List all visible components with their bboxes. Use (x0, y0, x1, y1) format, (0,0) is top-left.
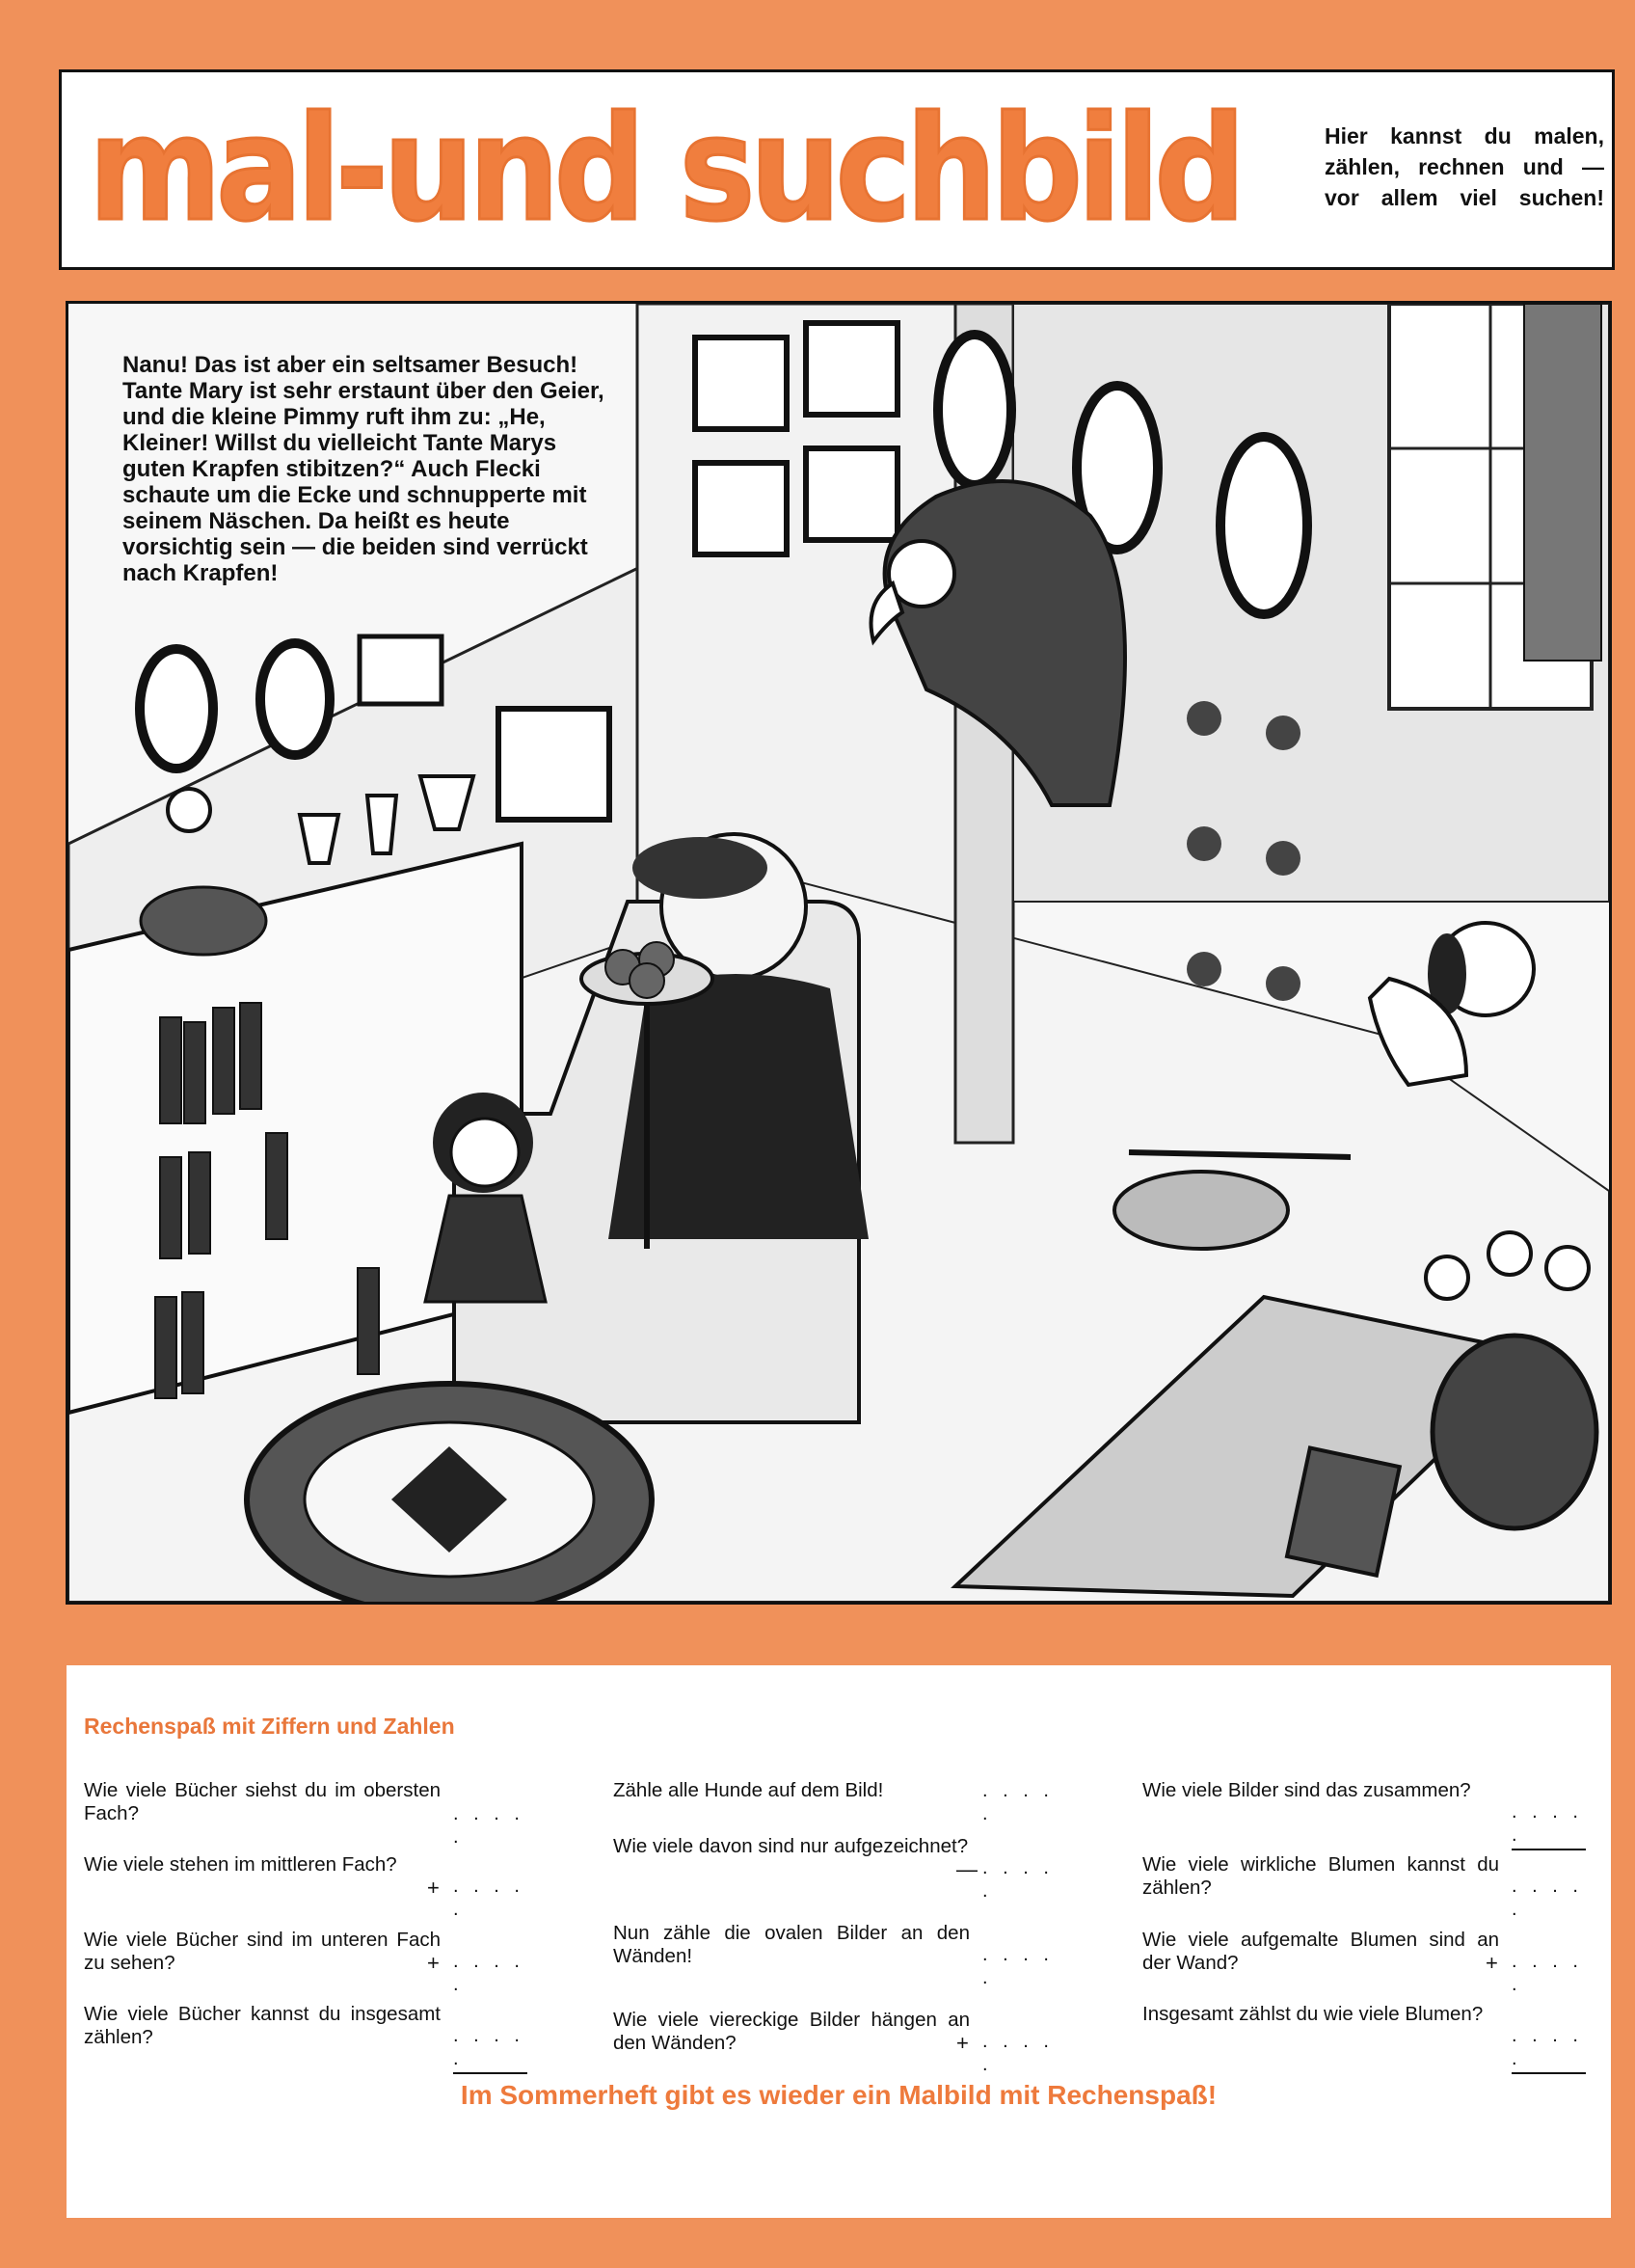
dog-picture-1 (695, 338, 787, 429)
footstool (1114, 1172, 1288, 1249)
intro-text: Hier kannst du malen, zählen, rechnen und — vor allem viel suchen! (1325, 123, 1604, 210)
question-item (613, 1779, 1057, 1837)
answer-blank-total[interactable]: . . . . . (1512, 2024, 1586, 2074)
answer-blank[interactable]: . . . . . (982, 1944, 1054, 1988)
question-text: Wie viele wirkliche Blumen kannst du zählen? (1142, 1853, 1499, 1899)
title-banner (59, 69, 1615, 270)
question-item (84, 1779, 527, 1848)
answer-blank-total[interactable]: . . . . . (1512, 1800, 1586, 1850)
question-item (84, 2003, 527, 2069)
question-text: Wie viele Bücher sind im unteren Fach zu sehen? (84, 1929, 441, 1974)
answer-blank[interactable]: . . . . . (1512, 1951, 1583, 1995)
question-operator: + (427, 1951, 440, 1975)
question-item (84, 1929, 527, 1995)
question-text: Wie viele stehen im mittleren Fach? (84, 1853, 397, 1876)
oval-portrait-1 (938, 335, 1011, 485)
flower-floor-2 (1488, 1232, 1531, 1275)
question-text: Wie viele viereckige Bilder hängen an den Wänden? (613, 2009, 970, 2054)
dog-picture-5 (498, 709, 609, 820)
question-text: Wie viele aufgemalte Blumen sind an der Wand? (1142, 1929, 1499, 1974)
question-item (1142, 1779, 1586, 1846)
answer-blank-total[interactable]: . . . . . (453, 2024, 527, 2074)
question-item (84, 1853, 527, 1920)
dog-picture-2 (806, 323, 898, 415)
flower-floor-1 (1426, 1256, 1468, 1299)
dog-picture-3 (695, 463, 787, 554)
question-operator: + (427, 1876, 440, 1900)
aunt-mary-hat (632, 837, 767, 899)
answer-blank[interactable]: . . . . . (453, 1876, 524, 1920)
footer-note: Im Sommerheft gibt es wieder ein Malbild mit Rechenspaß! (460, 2080, 1218, 2110)
question-operator: + (1486, 1951, 1498, 1975)
question-item (613, 1922, 1057, 1988)
dog-picture-4 (806, 448, 898, 540)
answer-blank[interactable]: . . . . . (453, 1803, 524, 1848)
puzzle-panel (67, 1665, 1611, 2218)
question-item (613, 1835, 1057, 1902)
trophy-2 (367, 796, 396, 853)
house-picture (360, 636, 442, 704)
oval-portrait-3 (1220, 437, 1307, 614)
question-item (1142, 2003, 1586, 2069)
oval-portrait-4 (140, 649, 213, 769)
page-title: mal-und suchbild (89, 86, 1241, 254)
question-text: Insgesamt zählst du wie viele Blumen? (1142, 2003, 1484, 2025)
question-text: Wie viele Bilder sind das zusammen? (1142, 1779, 1471, 1801)
question-operator: — (956, 1857, 978, 1881)
question-text: Zähle alle Hunde auf dem Bild! (613, 1779, 884, 1801)
pimmy-face (451, 1119, 519, 1186)
answer-blank[interactable]: . . . . . (1512, 1876, 1583, 1920)
flower-floor-3 (1546, 1247, 1589, 1289)
oval-portrait-5 (260, 643, 330, 755)
question-operator: + (956, 2031, 969, 2055)
question-text: Wie viele Bücher siehst du im obersten Fach? (84, 1779, 441, 1824)
flower-shelf (168, 789, 210, 831)
story-text: Nanu! Das ist aber ein seltsamer Besuch! Tante Mary ist sehr erstaunt über den Geier, und die kleine Pimmy ruft ihm zu: „He, Kleiner! Willst du vielleicht Tante Marys guten Krapfen stibitzen?“ Auch Flecki schaute um die Ecke und schnupperte mit seinem Näschen. Da heißt es heute vorsichtig sein — die beiden sind verrückt nach Krapfen! (122, 352, 604, 586)
question-item (1142, 1929, 1586, 1995)
question-item (1142, 1853, 1586, 1920)
curtain (1524, 304, 1601, 661)
answer-blank[interactable]: . . . . . (453, 1951, 524, 1995)
question-text: Nun zähle die ovalen Bilder an den Wänden! (613, 1922, 970, 1967)
question-text: Wie viele Bücher kannst du insgesamt zählen? (84, 2003, 441, 2048)
question-text: Wie viele davon sind nur aufgezeichnet? (613, 1835, 969, 1857)
illustration (66, 301, 1612, 1605)
puzzle-heading: Rechenspaß mit Ziffern und Zahlen (84, 1714, 455, 1739)
flower-pot-floor (1433, 1336, 1596, 1528)
answer-blank[interactable]: . . . . . (982, 1780, 1054, 1824)
answer-blank[interactable]: . . . . . (982, 2031, 1054, 2075)
answer-blank[interactable]: . . . . . (982, 1857, 1054, 1902)
flower-pot-shelf (141, 887, 266, 955)
question-item (613, 2009, 1057, 2075)
